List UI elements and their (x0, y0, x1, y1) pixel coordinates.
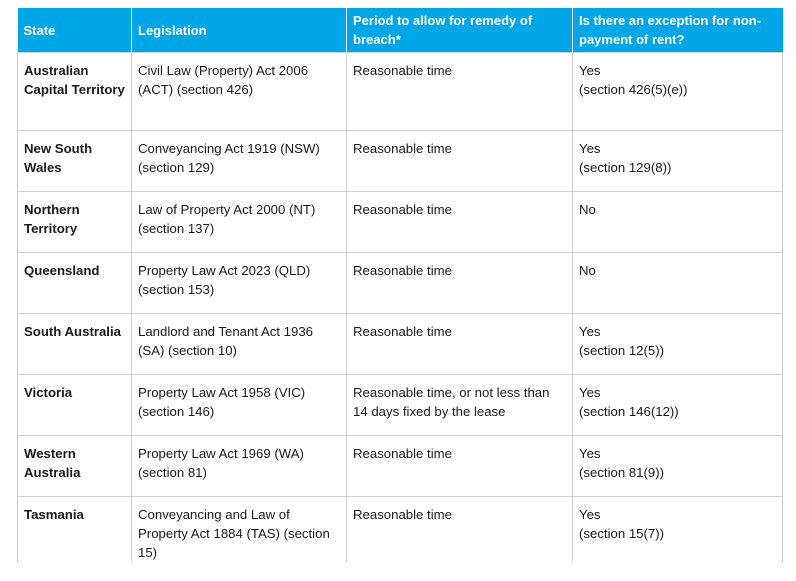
header-state: State (18, 8, 132, 53)
state-cell: New South Wales (18, 131, 132, 192)
table-row (18, 314, 783, 375)
exception-reference: (section 12(5)) (579, 343, 665, 358)
legislation-cell: Conveyancing Act 1919 (NSW) (section 129) (132, 131, 347, 192)
state-cell: Western Australia (18, 436, 132, 497)
table-row (18, 253, 783, 314)
header-row (18, 8, 783, 53)
exception-value: Yes (579, 507, 601, 522)
header-legislation: Legislation (132, 8, 347, 53)
legislation-cell: Property Law Act 1958 (VIC) (section 146) (132, 375, 347, 436)
exception-value: Yes (579, 324, 601, 339)
state-cell: Australian Capital Territory (18, 53, 132, 131)
exception-value: No (579, 202, 596, 217)
exception-cell (573, 192, 783, 253)
exception-value: Yes (579, 141, 601, 156)
table-row (18, 53, 783, 131)
exception-cell (573, 436, 783, 497)
exception-cell (573, 131, 783, 192)
exception-reference: (section 129(8)) (579, 160, 672, 175)
period-cell: Reasonable time (347, 131, 573, 192)
period-cell: Reasonable time (347, 314, 573, 375)
legislation-cell: Conveyancing and Law of Property Act 1884 (TAS) (section 15) (132, 497, 347, 563)
exception-reference: (section 81(9)) (579, 465, 665, 480)
header-exception: Is there an exception for non-payment of rent? (573, 8, 783, 53)
state-cell: South Australia (18, 314, 132, 375)
exception-cell (573, 253, 783, 314)
exception-reference: (section 15(7)) (579, 526, 665, 541)
period-cell: Reasonable time (347, 253, 573, 314)
exception-value: Yes (579, 63, 601, 78)
legislation-cell: Property Law Act 2023 (QLD) (section 153) (132, 253, 347, 314)
table-row (18, 436, 783, 497)
exception-cell (573, 53, 783, 131)
legislation-table (17, 8, 783, 562)
exception-cell (573, 314, 783, 375)
exception-reference: (section 426(5)(e)) (579, 82, 688, 97)
legislation-table-container (17, 8, 782, 562)
table-row (18, 192, 783, 253)
exception-value: Yes (579, 446, 601, 461)
state-cell: Queensland (18, 253, 132, 314)
period-cell: Reasonable time (347, 497, 573, 563)
exception-value: Yes (579, 385, 601, 400)
period-cell: Reasonable time (347, 436, 573, 497)
legislation-cell: Landlord and Tenant Act 1936 (SA) (section 10) (132, 314, 347, 375)
table-header (18, 8, 783, 53)
state-cell: Northern Territory (18, 192, 132, 253)
exception-value: No (579, 263, 596, 278)
exception-cell (573, 375, 783, 436)
exception-reference: (section 146(12)) (579, 404, 679, 419)
legislation-cell: Law of Property Act 2000 (NT) (section 137) (132, 192, 347, 253)
table-row (18, 497, 783, 563)
exception-cell (573, 497, 783, 563)
period-cell: Reasonable time (347, 53, 573, 131)
table-body (18, 53, 783, 563)
state-cell: Tasmania (18, 497, 132, 563)
legislation-cell: Property Law Act 1969 (WA) (section 81) (132, 436, 347, 497)
table-row (18, 131, 783, 192)
state-cell: Victoria (18, 375, 132, 436)
legislation-cell: Civil Law (Property) Act 2006 (ACT) (section 426) (132, 53, 347, 131)
period-cell: Reasonable time, or not less than 14 days fixed by the lease (347, 375, 573, 436)
table-row (18, 375, 783, 436)
period-cell: Reasonable time (347, 192, 573, 253)
header-period: Period to allow for remedy of breach* (347, 8, 573, 53)
